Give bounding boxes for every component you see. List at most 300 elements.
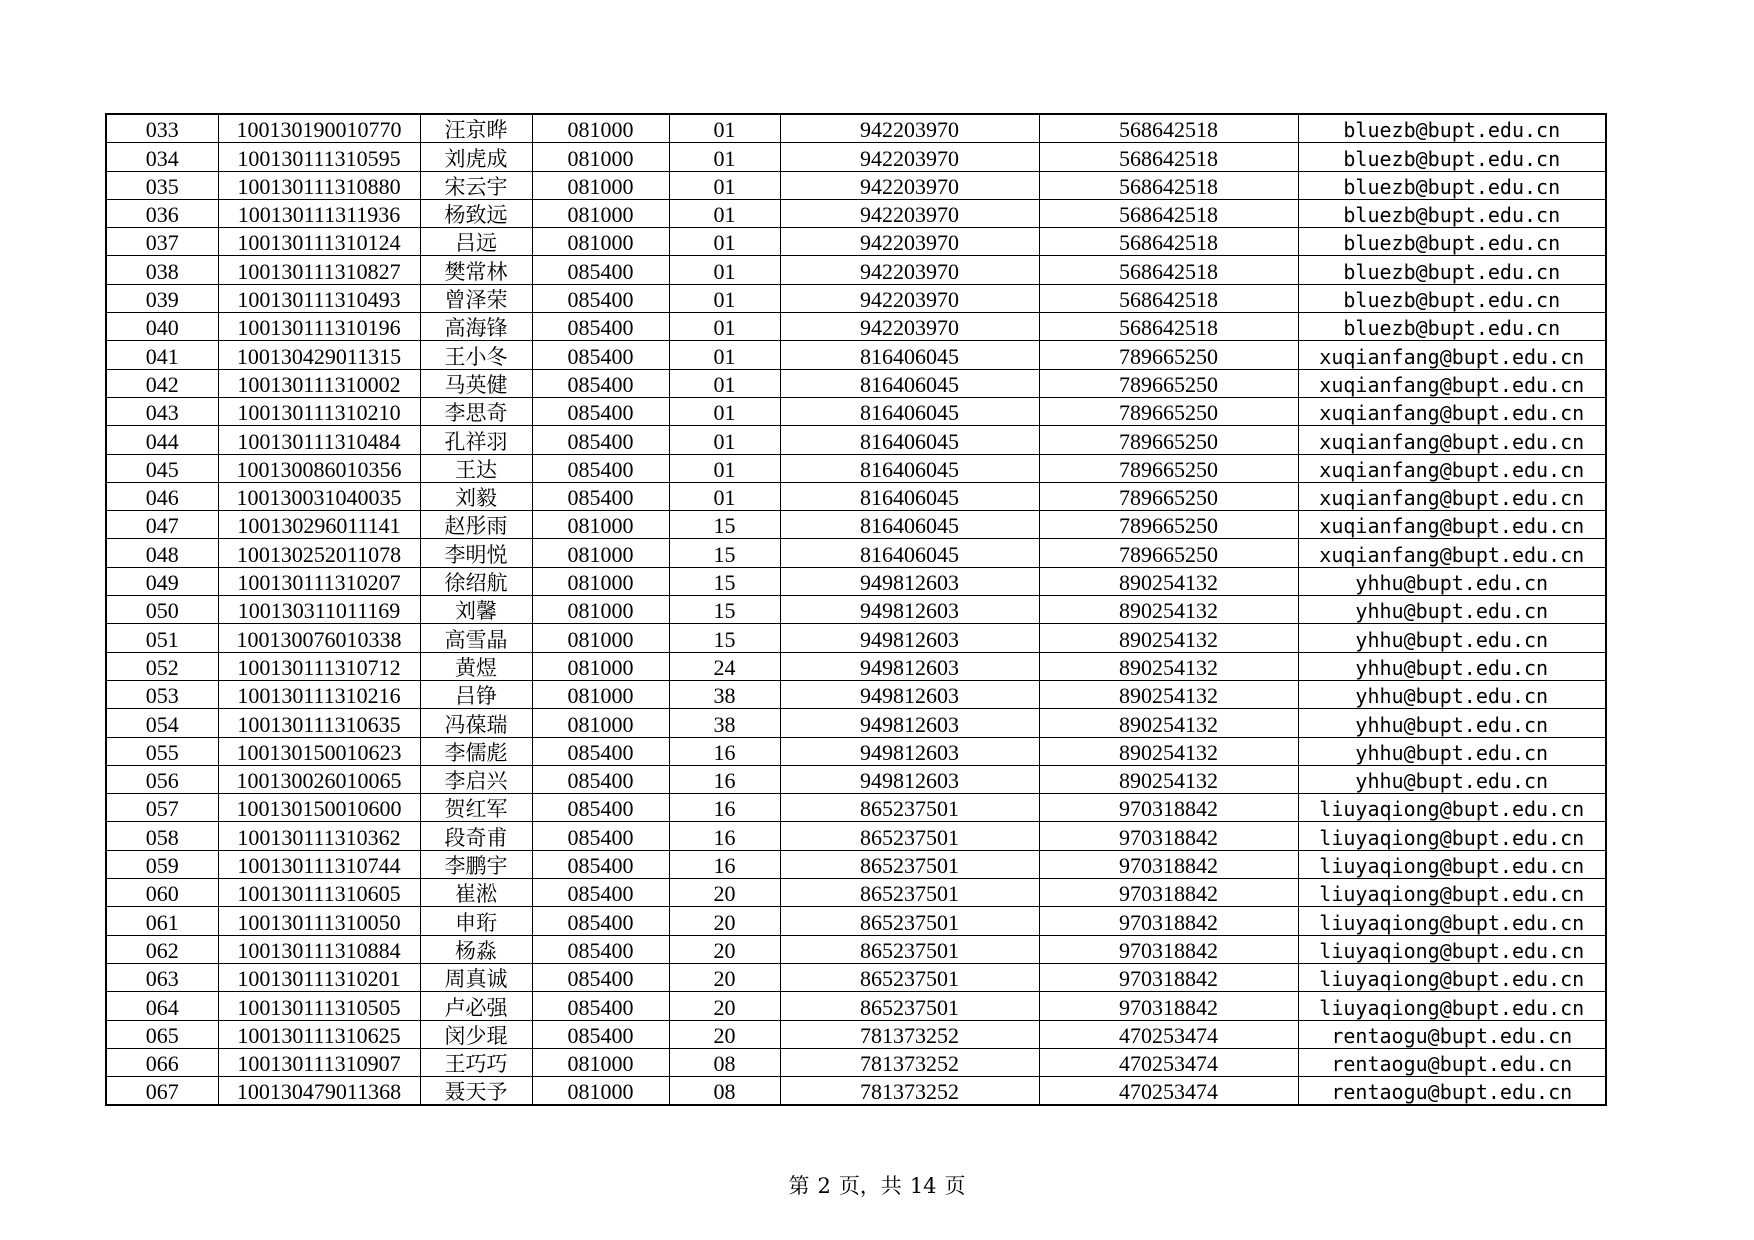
email-cell: xuqianfang@bupt.edu.cn: [1298, 482, 1606, 510]
table-row: [106, 539, 1606, 567]
number-a-cell: 949812603: [780, 567, 1039, 595]
number-a-cell: 816406045: [780, 341, 1039, 369]
major-code-cell: 081000: [532, 709, 669, 737]
dept-code-cell: 15: [669, 539, 780, 567]
table-row: [106, 765, 1606, 793]
number-a-cell: 942203970: [780, 114, 1039, 143]
table-row: [106, 284, 1606, 312]
exam-id-cell: 100130111310625: [218, 1020, 420, 1048]
major-code-cell: 081000: [532, 199, 669, 227]
major-code-cell: 081000: [532, 624, 669, 652]
name-cell: 李思奇: [420, 397, 532, 425]
number-a-cell: 942203970: [780, 228, 1039, 256]
exam-id-cell: 100130111310207: [218, 567, 420, 595]
number-a-cell: 865237501: [780, 963, 1039, 991]
number-a-cell: 865237501: [780, 935, 1039, 963]
number-b-cell: 789665250: [1039, 454, 1298, 482]
name-cell: 段奇甫: [420, 822, 532, 850]
name-cell: 闵少琨: [420, 1020, 532, 1048]
number-a-cell: 942203970: [780, 143, 1039, 171]
major-code-cell: 081000: [532, 143, 669, 171]
number-a-cell: 781373252: [780, 1020, 1039, 1048]
seq-cell: 055: [106, 737, 218, 765]
exam-id-cell: 100130076010338: [218, 624, 420, 652]
dept-code-cell: 01: [669, 426, 780, 454]
email-cell: yhhu@bupt.edu.cn: [1298, 680, 1606, 708]
name-cell: 黄煜: [420, 652, 532, 680]
table-row: [106, 171, 1606, 199]
seq-cell: 050: [106, 596, 218, 624]
number-b-cell: 890254132: [1039, 596, 1298, 624]
table-row: [106, 511, 1606, 539]
name-cell: 崔淞: [420, 879, 532, 907]
table-row: [106, 256, 1606, 284]
major-code-cell: 085400: [532, 879, 669, 907]
exam-id-cell: 100130111310484: [218, 426, 420, 454]
exam-id-cell: 100130311011169: [218, 596, 420, 624]
seq-cell: 059: [106, 850, 218, 878]
number-b-cell: 970318842: [1039, 879, 1298, 907]
exam-id-cell: 100130026010065: [218, 765, 420, 793]
name-cell: 刘虎成: [420, 143, 532, 171]
major-code-cell: 081000: [532, 596, 669, 624]
name-cell: 卢必强: [420, 992, 532, 1020]
major-code-cell: 081000: [532, 680, 669, 708]
table-row: [106, 114, 1606, 143]
seq-cell: 044: [106, 426, 218, 454]
dept-code-cell: 01: [669, 114, 780, 143]
email-cell: bluezb@bupt.edu.cn: [1298, 256, 1606, 284]
dept-code-cell: 01: [669, 397, 780, 425]
exam-id-cell: 100130111310880: [218, 171, 420, 199]
number-a-cell: 816406045: [780, 397, 1039, 425]
exam-id-cell: 100130150010623: [218, 737, 420, 765]
number-a-cell: 949812603: [780, 765, 1039, 793]
email-cell: rentaogu@bupt.edu.cn: [1298, 1020, 1606, 1048]
major-code-cell: 081000: [532, 1077, 669, 1106]
table-row: [106, 737, 1606, 765]
exam-id-cell: 100130111310827: [218, 256, 420, 284]
number-a-cell: 942203970: [780, 313, 1039, 341]
number-b-cell: 789665250: [1039, 341, 1298, 369]
table-row: [106, 822, 1606, 850]
dept-code-cell: 15: [669, 511, 780, 539]
email-cell: liuyaqiong@bupt.edu.cn: [1298, 963, 1606, 991]
table-row: [106, 397, 1606, 425]
number-b-cell: 970318842: [1039, 907, 1298, 935]
dept-code-cell: 38: [669, 709, 780, 737]
number-a-cell: 816406045: [780, 511, 1039, 539]
number-b-cell: 970318842: [1039, 850, 1298, 878]
table-row: [106, 794, 1606, 822]
seq-cell: 038: [106, 256, 218, 284]
major-code-cell: 085400: [532, 822, 669, 850]
major-code-cell: 081000: [532, 1048, 669, 1076]
number-a-cell: 942203970: [780, 199, 1039, 227]
number-a-cell: 816406045: [780, 369, 1039, 397]
major-code-cell: 085400: [532, 794, 669, 822]
name-cell: 宋云宇: [420, 171, 532, 199]
number-b-cell: 568642518: [1039, 313, 1298, 341]
number-b-cell: 890254132: [1039, 652, 1298, 680]
exam-id-cell: 100130111310595: [218, 143, 420, 171]
number-b-cell: 890254132: [1039, 737, 1298, 765]
seq-cell: 056: [106, 765, 218, 793]
number-a-cell: 949812603: [780, 652, 1039, 680]
dept-code-cell: 20: [669, 907, 780, 935]
table-row: [106, 341, 1606, 369]
major-code-cell: 085400: [532, 992, 669, 1020]
seq-cell: 043: [106, 397, 218, 425]
name-cell: 高海锋: [420, 313, 532, 341]
seq-cell: 067: [106, 1077, 218, 1106]
name-cell: 王达: [420, 454, 532, 482]
number-a-cell: 781373252: [780, 1048, 1039, 1076]
exam-id-cell: 100130111310744: [218, 850, 420, 878]
name-cell: 樊常林: [420, 256, 532, 284]
email-cell: bluezb@bupt.edu.cn: [1298, 114, 1606, 143]
email-cell: xuqianfang@bupt.edu.cn: [1298, 539, 1606, 567]
exam-id-cell: 100130150010600: [218, 794, 420, 822]
table-row: [106, 143, 1606, 171]
seq-cell: 062: [106, 935, 218, 963]
dept-code-cell: 08: [669, 1077, 780, 1106]
name-cell: 李明悦: [420, 539, 532, 567]
email-cell: xuqianfang@bupt.edu.cn: [1298, 454, 1606, 482]
exam-id-cell: 100130296011141: [218, 511, 420, 539]
name-cell: 聂天予: [420, 1077, 532, 1106]
page-footer: [0, 1170, 1754, 1200]
email-cell: xuqianfang@bupt.edu.cn: [1298, 511, 1606, 539]
number-b-cell: 970318842: [1039, 992, 1298, 1020]
number-b-cell: 568642518: [1039, 199, 1298, 227]
seq-cell: 036: [106, 199, 218, 227]
table-row: [106, 1077, 1606, 1106]
number-b-cell: 568642518: [1039, 143, 1298, 171]
seq-cell: 033: [106, 114, 218, 143]
exam-id-cell: 100130111310493: [218, 284, 420, 312]
seq-cell: 051: [106, 624, 218, 652]
name-cell: 李启兴: [420, 765, 532, 793]
dept-code-cell: 20: [669, 992, 780, 1020]
dept-code-cell: 01: [669, 313, 780, 341]
seq-cell: 046: [106, 482, 218, 510]
table-row: [106, 1020, 1606, 1048]
exam-id-cell: 100130086010356: [218, 454, 420, 482]
exam-id-cell: 100130190010770: [218, 114, 420, 143]
exam-id-cell: 100130252011078: [218, 539, 420, 567]
exam-id-cell: 100130111310210: [218, 397, 420, 425]
exam-id-cell: 100130111310124: [218, 228, 420, 256]
dept-code-cell: 16: [669, 765, 780, 793]
dept-code-cell: 01: [669, 284, 780, 312]
number-a-cell: 949812603: [780, 737, 1039, 765]
number-b-cell: 970318842: [1039, 963, 1298, 991]
number-a-cell: 816406045: [780, 454, 1039, 482]
name-cell: 王巧巧: [420, 1048, 532, 1076]
email-cell: liuyaqiong@bupt.edu.cn: [1298, 907, 1606, 935]
exam-id-cell: 100130111310002: [218, 369, 420, 397]
table-row: [106, 454, 1606, 482]
major-code-cell: 085400: [532, 1020, 669, 1048]
email-cell: bluezb@bupt.edu.cn: [1298, 284, 1606, 312]
name-cell: 吕铮: [420, 680, 532, 708]
number-b-cell: 890254132: [1039, 624, 1298, 652]
name-cell: 李儒彪: [420, 737, 532, 765]
seq-cell: 037: [106, 228, 218, 256]
number-b-cell: 470253474: [1039, 1048, 1298, 1076]
dept-code-cell: 24: [669, 652, 780, 680]
number-b-cell: 789665250: [1039, 511, 1298, 539]
email-cell: yhhu@bupt.edu.cn: [1298, 567, 1606, 595]
table-row: [106, 1048, 1606, 1076]
seq-cell: 053: [106, 680, 218, 708]
table-row: [106, 935, 1606, 963]
number-b-cell: 568642518: [1039, 256, 1298, 284]
dept-code-cell: 01: [669, 199, 780, 227]
email-cell: yhhu@bupt.edu.cn: [1298, 652, 1606, 680]
major-code-cell: 085400: [532, 341, 669, 369]
number-b-cell: 970318842: [1039, 935, 1298, 963]
dept-code-cell: 16: [669, 737, 780, 765]
table-row: [106, 369, 1606, 397]
table-row: [106, 624, 1606, 652]
footer-prefix: 第: [788, 1174, 810, 1198]
number-b-cell: 470253474: [1039, 1020, 1298, 1048]
exam-id-cell: 100130111310712: [218, 652, 420, 680]
number-a-cell: 781373252: [780, 1077, 1039, 1106]
major-code-cell: 085400: [532, 482, 669, 510]
email-cell: xuqianfang@bupt.edu.cn: [1298, 426, 1606, 454]
seq-cell: 064: [106, 992, 218, 1020]
number-a-cell: 816406045: [780, 426, 1039, 454]
roster-table: [105, 113, 1607, 1106]
seq-cell: 047: [106, 511, 218, 539]
number-a-cell: 942203970: [780, 171, 1039, 199]
seq-cell: 063: [106, 963, 218, 991]
seq-cell: 052: [106, 652, 218, 680]
seq-cell: 048: [106, 539, 218, 567]
major-code-cell: 081000: [532, 228, 669, 256]
footer-current-page: 2: [817, 1174, 831, 1198]
name-cell: 汪京晔: [420, 114, 532, 143]
table-row: [106, 850, 1606, 878]
name-cell: 王小冬: [420, 341, 532, 369]
major-code-cell: 085400: [532, 256, 669, 284]
major-code-cell: 085400: [532, 850, 669, 878]
number-b-cell: 890254132: [1039, 765, 1298, 793]
seq-cell: 041: [106, 341, 218, 369]
number-a-cell: 942203970: [780, 256, 1039, 284]
number-b-cell: 789665250: [1039, 369, 1298, 397]
number-b-cell: 970318842: [1039, 794, 1298, 822]
name-cell: 孔祥羽: [420, 426, 532, 454]
seq-cell: 058: [106, 822, 218, 850]
number-b-cell: 568642518: [1039, 171, 1298, 199]
seq-cell: 040: [106, 313, 218, 341]
number-b-cell: 789665250: [1039, 539, 1298, 567]
footer-page-unit: 页，共: [838, 1174, 902, 1198]
seq-cell: 060: [106, 879, 218, 907]
email-cell: bluezb@bupt.edu.cn: [1298, 228, 1606, 256]
seq-cell: 049: [106, 567, 218, 595]
table-row: [106, 426, 1606, 454]
seq-cell: 042: [106, 369, 218, 397]
seq-cell: 065: [106, 1020, 218, 1048]
name-cell: 贺红军: [420, 794, 532, 822]
table-row: [106, 963, 1606, 991]
major-code-cell: 085400: [532, 397, 669, 425]
dept-code-cell: 38: [669, 680, 780, 708]
major-code-cell: 081000: [532, 171, 669, 199]
major-code-cell: 085400: [532, 737, 669, 765]
number-b-cell: 890254132: [1039, 680, 1298, 708]
dept-code-cell: 16: [669, 794, 780, 822]
major-code-cell: 085400: [532, 765, 669, 793]
dept-code-cell: 01: [669, 454, 780, 482]
table-row: [106, 567, 1606, 595]
email-cell: liuyaqiong@bupt.edu.cn: [1298, 879, 1606, 907]
major-code-cell: 085400: [532, 935, 669, 963]
number-b-cell: 890254132: [1039, 709, 1298, 737]
email-cell: xuqianfang@bupt.edu.cn: [1298, 369, 1606, 397]
number-a-cell: 949812603: [780, 596, 1039, 624]
roster-table-body: [106, 114, 1606, 1105]
dept-code-cell: 15: [669, 596, 780, 624]
major-code-cell: 085400: [532, 454, 669, 482]
name-cell: 杨致远: [420, 199, 532, 227]
major-code-cell: 085400: [532, 284, 669, 312]
footer-total-pages: 14: [909, 1174, 937, 1198]
major-code-cell: 085400: [532, 369, 669, 397]
number-a-cell: 949812603: [780, 709, 1039, 737]
email-cell: rentaogu@bupt.edu.cn: [1298, 1048, 1606, 1076]
table-row: [106, 992, 1606, 1020]
table-row: [106, 313, 1606, 341]
name-cell: 马英健: [420, 369, 532, 397]
number-b-cell: 789665250: [1039, 482, 1298, 510]
number-a-cell: 816406045: [780, 539, 1039, 567]
table-row: [106, 228, 1606, 256]
exam-id-cell: 100130111310362: [218, 822, 420, 850]
table-row: [106, 482, 1606, 510]
dept-code-cell: 20: [669, 935, 780, 963]
dept-code-cell: 01: [669, 369, 780, 397]
exam-id-cell: 100130111310907: [218, 1048, 420, 1076]
name-cell: 刘馨: [420, 596, 532, 624]
number-a-cell: 865237501: [780, 907, 1039, 935]
name-cell: 曾泽荣: [420, 284, 532, 312]
exam-id-cell: 100130111310196: [218, 313, 420, 341]
exam-id-cell: 100130111310505: [218, 992, 420, 1020]
name-cell: 刘毅: [420, 482, 532, 510]
major-code-cell: 081000: [532, 567, 669, 595]
roster-sheet: [105, 113, 1605, 1106]
number-a-cell: 942203970: [780, 284, 1039, 312]
email-cell: liuyaqiong@bupt.edu.cn: [1298, 850, 1606, 878]
number-a-cell: 865237501: [780, 879, 1039, 907]
email-cell: yhhu@bupt.edu.cn: [1298, 765, 1606, 793]
seq-cell: 039: [106, 284, 218, 312]
dept-code-cell: 01: [669, 341, 780, 369]
dept-code-cell: 20: [669, 1020, 780, 1048]
number-b-cell: 789665250: [1039, 397, 1298, 425]
table-row: [106, 652, 1606, 680]
name-cell: 赵彤雨: [420, 511, 532, 539]
exam-id-cell: 100130111310216: [218, 680, 420, 708]
table-row: [106, 709, 1606, 737]
exam-id-cell: 100130111310050: [218, 907, 420, 935]
dept-code-cell: 16: [669, 850, 780, 878]
seq-cell: 066: [106, 1048, 218, 1076]
exam-id-cell: 100130111310635: [218, 709, 420, 737]
name-cell: 徐绍航: [420, 567, 532, 595]
exam-id-cell: 100130111310884: [218, 935, 420, 963]
name-cell: 吕远: [420, 228, 532, 256]
number-a-cell: 865237501: [780, 850, 1039, 878]
dept-code-cell: 16: [669, 822, 780, 850]
number-a-cell: 949812603: [780, 624, 1039, 652]
email-cell: bluezb@bupt.edu.cn: [1298, 313, 1606, 341]
major-code-cell: 081000: [532, 114, 669, 143]
major-code-cell: 085400: [532, 426, 669, 454]
name-cell: 周真诚: [420, 963, 532, 991]
seq-cell: 034: [106, 143, 218, 171]
exam-id-cell: 100130111310201: [218, 963, 420, 991]
exam-id-cell: 100130111310605: [218, 879, 420, 907]
major-code-cell: 081000: [532, 539, 669, 567]
number-a-cell: 949812603: [780, 680, 1039, 708]
email-cell: bluezb@bupt.edu.cn: [1298, 171, 1606, 199]
dept-code-cell: 20: [669, 879, 780, 907]
dept-code-cell: 01: [669, 171, 780, 199]
email-cell: yhhu@bupt.edu.cn: [1298, 624, 1606, 652]
email-cell: yhhu@bupt.edu.cn: [1298, 596, 1606, 624]
dept-code-cell: 20: [669, 963, 780, 991]
major-code-cell: 085400: [532, 907, 669, 935]
exam-id-cell: 100130479011368: [218, 1077, 420, 1106]
email-cell: xuqianfang@bupt.edu.cn: [1298, 341, 1606, 369]
email-cell: bluezb@bupt.edu.cn: [1298, 143, 1606, 171]
number-b-cell: 470253474: [1039, 1077, 1298, 1106]
number-a-cell: 865237501: [780, 992, 1039, 1020]
number-a-cell: 816406045: [780, 482, 1039, 510]
major-code-cell: 085400: [532, 963, 669, 991]
dept-code-cell: 01: [669, 256, 780, 284]
email-cell: yhhu@bupt.edu.cn: [1298, 737, 1606, 765]
dept-code-cell: 15: [669, 624, 780, 652]
number-b-cell: 970318842: [1039, 822, 1298, 850]
email-cell: liuyaqiong@bupt.edu.cn: [1298, 935, 1606, 963]
dept-code-cell: 08: [669, 1048, 780, 1076]
name-cell: 杨淼: [420, 935, 532, 963]
dept-code-cell: 01: [669, 228, 780, 256]
email-cell: rentaogu@bupt.edu.cn: [1298, 1077, 1606, 1106]
table-row: [106, 680, 1606, 708]
seq-cell: 054: [106, 709, 218, 737]
dept-code-cell: 01: [669, 143, 780, 171]
email-cell: liuyaqiong@bupt.edu.cn: [1298, 822, 1606, 850]
seq-cell: 061: [106, 907, 218, 935]
table-row: [106, 907, 1606, 935]
major-code-cell: 085400: [532, 313, 669, 341]
seq-cell: 045: [106, 454, 218, 482]
name-cell: 高雪晶: [420, 624, 532, 652]
dept-code-cell: 15: [669, 567, 780, 595]
email-cell: yhhu@bupt.edu.cn: [1298, 709, 1606, 737]
name-cell: 申珩: [420, 907, 532, 935]
number-a-cell: 865237501: [780, 794, 1039, 822]
